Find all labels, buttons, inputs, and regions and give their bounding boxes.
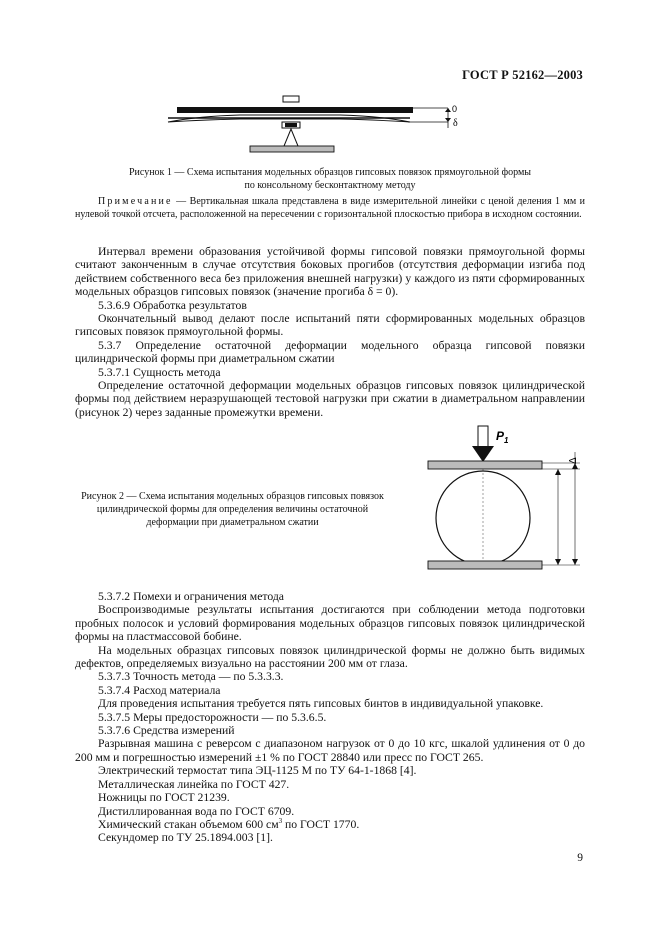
figure1-diagram: [160, 92, 470, 160]
heading-5369: 5.3.6.9 Обработка результатов: [98, 298, 247, 312]
heading-5376: 5.3.7.6 Средства измерений: [98, 724, 235, 738]
paragraph-interval: Интервал времени образования устойчивой формы гипсовой повязки прямоугольной формы считают законченным в случае отсутствия боковых прогибов (отсутствия деформации изгиба под действием собственного веса без приложения внешней нагрузки) у каждого из пяти сформированных модельных образцов гипсовых повязок (значение прогиба δ = 0).: [75, 245, 585, 299]
support-triangle: [284, 129, 298, 146]
paragraph-defects: На модельных образцах гипсовых повязок цилиндрической формы не должно быть видимых дефектов, определяемых визуально на расстоянии 200 мм от глаза.: [75, 643, 585, 671]
figure2-caption-line2: цилиндрической формы для определения величины остаточной: [96, 504, 369, 515]
force-label: $P_1$: [496, 429, 509, 445]
list-item-thermostat: Электрический термостат типа ЭЦ-1125 М по ТУ 64-1-1868 [4].: [98, 764, 417, 778]
scale-delta-label: δ: [453, 118, 458, 129]
list-item-beaker: [75, 818, 585, 831]
figure2-diagram: [420, 422, 590, 574]
heading-537: 5.3.7 Определение остаточной деформации модельного образца гипсовой повязки цилиндрической формы при диаметральном сжатии: [75, 338, 585, 366]
figure2-caption: [60, 490, 405, 529]
top-plate: [428, 461, 542, 469]
figure1-caption: [60, 166, 600, 192]
heading-5374: 5.3.7.4 Расход материала: [98, 683, 221, 697]
heading-5375: 5.3.7.5 Меры предосторожности — по 5.3.6.5.: [98, 710, 327, 724]
heading-5371: 5.3.7.1 Сущность метода: [98, 365, 221, 379]
force-arrow-shaft: [478, 426, 488, 448]
paragraph-final-conclusion: Окончательный вывод делают после испытаний пяти сформированных модельных образцов гипсовых повязок прямоугольной формы.: [75, 312, 585, 339]
heading-5372: 5.3.7.2 Помехи и ограничения метода: [98, 590, 284, 603]
figure2-caption-line1: Рисунок 2 — Схема испытания модельных образцов гипсовых повязок: [81, 491, 384, 502]
section-5372-5376: [75, 590, 585, 845]
list-item-ruler: Металлическая линейка по ГОСТ 427.: [98, 777, 290, 791]
paragraph-essence: Определение остаточной деформации модельных образцов гипсовых повязок цилиндрической формы под действием неразрушающей тестовой нагрузки при сжатии в диаметральном направлении (рисунок 2) через заданные промежутки времени.: [75, 379, 585, 419]
scale-zero-label: 0: [452, 104, 458, 114]
paragraph-machine: Разрывная машина с реверсом с диапазоном нагрузок от 0 до 10 кгс, шкалой удлинения от 0 до 200 мм и погрешностью измерений ±1 % по ГОСТ 28840 или пресс по ГОСТ 265.: [75, 737, 585, 764]
note-label: Примечание: [98, 196, 173, 207]
top-weight: [283, 96, 299, 102]
list-item-scissors: Ножницы по ГОСТ 21239.: [98, 791, 230, 805]
force-arrow-head: [472, 446, 494, 462]
list-item-water: Дистиллированная вода по ГОСТ 6709.: [98, 804, 295, 818]
beaker-text: Химический стакан объемом 600 см: [98, 817, 279, 831]
beaker-text-end: по ГОСТ 1770.: [282, 817, 360, 831]
beaker-superscript: 3: [278, 817, 283, 826]
specimen-bar: [177, 107, 413, 113]
delta-label: Δ: [568, 457, 579, 464]
list-item-stopwatch: Секундомер по ТУ 25.1894.003 [1].: [98, 831, 273, 845]
heading-5373: 5.3.7.3 Точность метода — по 5.3.3.3.: [98, 670, 284, 684]
paragraph-material: Для проведения испытания требуется пять гипсовых бинтов в индивидуальной упаковке.: [98, 697, 544, 711]
figure2-caption-line3: деформации при диаметральном сжатии: [146, 517, 319, 528]
figure1-caption-line2: по консольному бесконтактному методу: [244, 180, 416, 191]
bottom-plate: [428, 561, 542, 569]
figure1-note: [75, 196, 585, 221]
note-text: — Вертикальная шкала представлена в виде измерительной линейки с ценой деления 1 мм и нулевой точкой отсчета, расположенной на пересечении с горизонтальной плоскостью прибора в исходном состоянии.: [75, 196, 585, 220]
section-536-537: [75, 245, 585, 419]
page-number: 9: [577, 852, 583, 864]
base-plate: [250, 146, 334, 152]
paragraph-reproducible: Воспроизводимые результаты испытания достигаются при соблюдении метода подготовки пробных полосок и условий формирования модельных образцов гипсовых повязок цилиндрической формы на пластмассовой бобине.: [75, 603, 585, 644]
document-number: ГОСТ Р 52162—2003: [462, 68, 583, 82]
figure1-caption-line1: Рисунок 1 — Схема испытания модельных образцов гипсовых повязок прямоугольной формы: [128, 167, 532, 178]
